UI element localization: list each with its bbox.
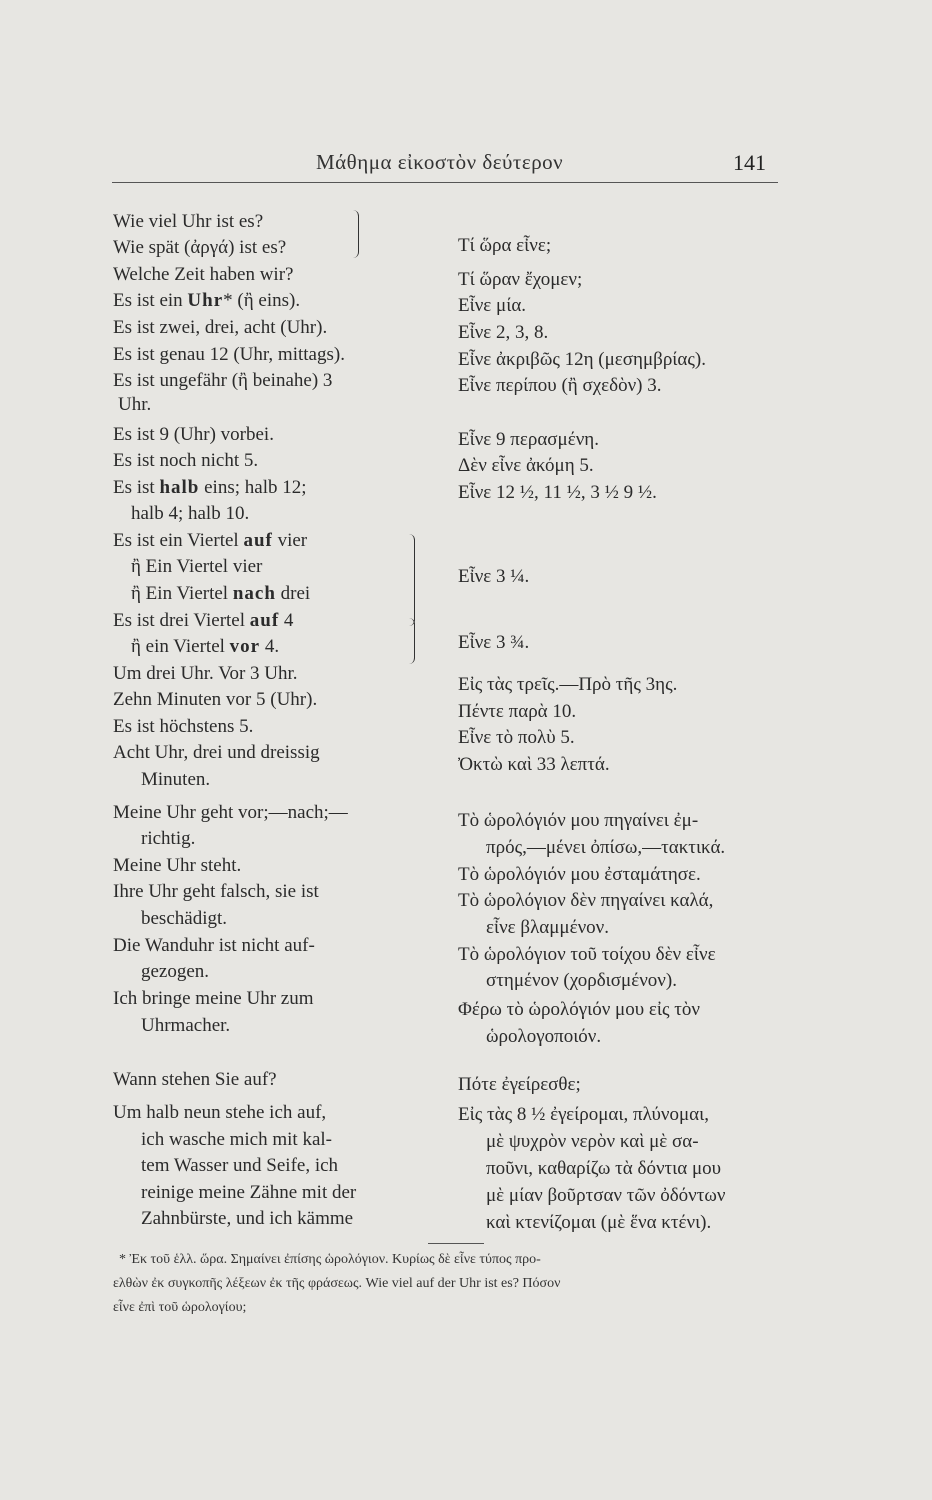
greek-line: Τὸ ὡρολόγιόν μου ἐσταμάτησε. (458, 864, 701, 885)
brace-bracket (352, 210, 359, 258)
german-line: Wie viel Uhr ist es? (113, 211, 264, 232)
greek-line: Εἶνε περίπου (ἢ σχεδὸν) 3. (458, 375, 662, 396)
german-line: Acht Uhr, drei und dreissig (113, 742, 320, 763)
german-line: Es ist 9 (Uhr) vorbei. (113, 424, 274, 445)
german-line: Uhrmacher. (141, 1015, 231, 1036)
german-line: Es ist noch nicht 5. (113, 450, 259, 471)
german-line: Meine Uhr geht vor;—nach;— (113, 802, 348, 823)
german-line: Meine Uhr steht. (113, 855, 242, 876)
german-line: ich wasche mich mit kal- (141, 1129, 332, 1150)
greek-line: Εἶνε 3 ¼. (458, 566, 530, 587)
german-line: Es ist halb eins; halb 12; (113, 477, 307, 498)
german-line: Welche Zeit haben wir? (113, 264, 294, 285)
greek-line: Εἶνε 9 περασμένη. (458, 429, 599, 450)
greek-line: Τί ὥρα εἶνε; (458, 235, 552, 256)
greek-line: Εἶνε ἀκριβῶς 12η (μεσημβρίας). (458, 349, 706, 370)
german-line: reinige meine Zähne mit der (141, 1182, 357, 1203)
german-line: Es ist zwei, drei, acht (Uhr). (113, 317, 328, 338)
german-line: richtig. (141, 828, 196, 849)
greek-line: Εἶνε 12 ½, 11 ½, 3 ½ 9 ½. (458, 482, 657, 503)
greek-line: μὲ μίαν βοῦρτσαν τῶν ὀδόντων (486, 1185, 726, 1206)
german-line: halb 4; halb 10. (131, 503, 250, 524)
german-line: Um drei Uhr. Vor 3 Uhr. (113, 663, 298, 684)
german-line: Die Wanduhr ist nicht auf- (113, 935, 315, 956)
greek-line: Τὸ ὡρολόγιον δὲν πηγαίνει καλά, (458, 890, 714, 911)
german-line: Minuten. (141, 769, 211, 790)
header-rule (112, 182, 778, 183)
greek-line: Ὀκτὼ καὶ 33 λεπτά. (458, 754, 610, 775)
greek-line: Εἶνε μία. (458, 295, 527, 316)
page-title: Μάθημα εἰκοστὸν δεύτερον (316, 150, 564, 174)
german-line: Uhr. (118, 394, 152, 415)
german-line: Ich bringe meine Uhr zum (113, 988, 314, 1009)
german-line: Zahnbürste, und ich kämme (141, 1208, 354, 1229)
footnote-line: * Ἐκ τοῦ ἑλλ. ὥρα. Σημαίνει ἐπίσης ὡρολόγιον. Κυρίως δὲ εἶνε τύπος προ- (119, 1252, 541, 1267)
german-line: ἢ Ein Viertel nach drei (131, 583, 311, 604)
german-line: gezogen. (141, 961, 210, 982)
greek-line: Φέρω τὸ ὡρολόγιόν μου εἰς τὸν (458, 999, 700, 1020)
german-line: Es ist ungefähr (ἢ beinahe) 3 (113, 370, 333, 391)
german-line: tem Wasser und Seife, ich (141, 1155, 339, 1176)
brace-bracket (408, 618, 415, 664)
footnote-rule (428, 1243, 484, 1244)
german-line: Wann stehen Sie auf? (113, 1069, 277, 1090)
greek-line: πρός,—μένει ὀπίσω,—τακτικά. (486, 837, 726, 858)
greek-line: Πότε ἐγείρεσθε; (458, 1074, 581, 1095)
german-line: Um halb neun stehe ich auf, (113, 1102, 327, 1123)
greek-line: Τὸ ὡρολόγιον τοῦ τοίχου δὲν εἶνε (458, 944, 716, 965)
greek-line: εἶνε βλαμμένον. (486, 917, 610, 938)
greek-line: στημένον (χορδισμένον). (486, 970, 677, 991)
german-line: ἢ Ein Viertel vier (131, 556, 263, 577)
german-line: Es ist ein Viertel auf vier (113, 530, 308, 551)
greek-line: Τί ὥραν ἔχομεν; (458, 269, 583, 290)
german-line: Es ist drei Viertel auf 4 (113, 610, 294, 631)
footnote-line: εἶνε ἐπὶ τοῦ ὡρολογίου; (113, 1300, 247, 1315)
german-line: Wie spät (ἀργά) ist es? (113, 237, 287, 258)
brace-bracket (408, 534, 415, 626)
greek-line: καὶ κτενίζομαι (μὲ ἕνα κτένι). (486, 1212, 712, 1233)
greek-line: Πέντε παρὰ 10. (458, 701, 577, 722)
page-number: 141 (733, 150, 766, 175)
german-line: Ihre Uhr geht falsch, sie ist (113, 881, 319, 902)
greek-line: Εἶνε τὸ πολὺ 5. (458, 727, 575, 748)
greek-line: Δὲν εἶνε ἀκόμη 5. (458, 455, 594, 476)
footnote-line: ελθὼν ἐκ συγκοπῆς λέξεων ἐκ τῆς φράσεως. Wie viel auf der Uhr ist es? Πόσον (113, 1276, 561, 1291)
german-line: ἢ ein Viertel vor 4. (131, 636, 280, 657)
greek-line: Εἶνε 3 ¾. (458, 632, 530, 653)
greek-line: Εἰς τὰς τρεῖς.—Πρὸ τῆς 3ης. (458, 674, 678, 695)
german-line: Es ist genau 12 (Uhr, mittags). (113, 344, 345, 365)
greek-line: μὲ ψυχρὸν νερὸν καὶ μὲ σα- (486, 1131, 699, 1152)
german-line: Zehn Minuten vor 5 (Uhr). (113, 689, 318, 710)
greek-line: ὡρολογοποιόν. (486, 1026, 602, 1047)
greek-line: Τὸ ὡρολόγιόν μου πηγαίνει ἐμ- (458, 810, 699, 831)
german-line: Es ist höchstens 5. (113, 716, 254, 737)
greek-line: Εἰς τὰς 8 ½ ἐγείρομαι, πλύνομαι, (458, 1104, 709, 1125)
greek-line: Εἶνε 2, 3, 8. (458, 322, 549, 343)
greek-line: ποῦνι, καθαρίζω τὰ δόντια μου (486, 1158, 722, 1179)
german-line: Es ist ein Uhr* (ἢ eins). (113, 290, 301, 311)
german-line: beschädigt. (141, 908, 228, 929)
